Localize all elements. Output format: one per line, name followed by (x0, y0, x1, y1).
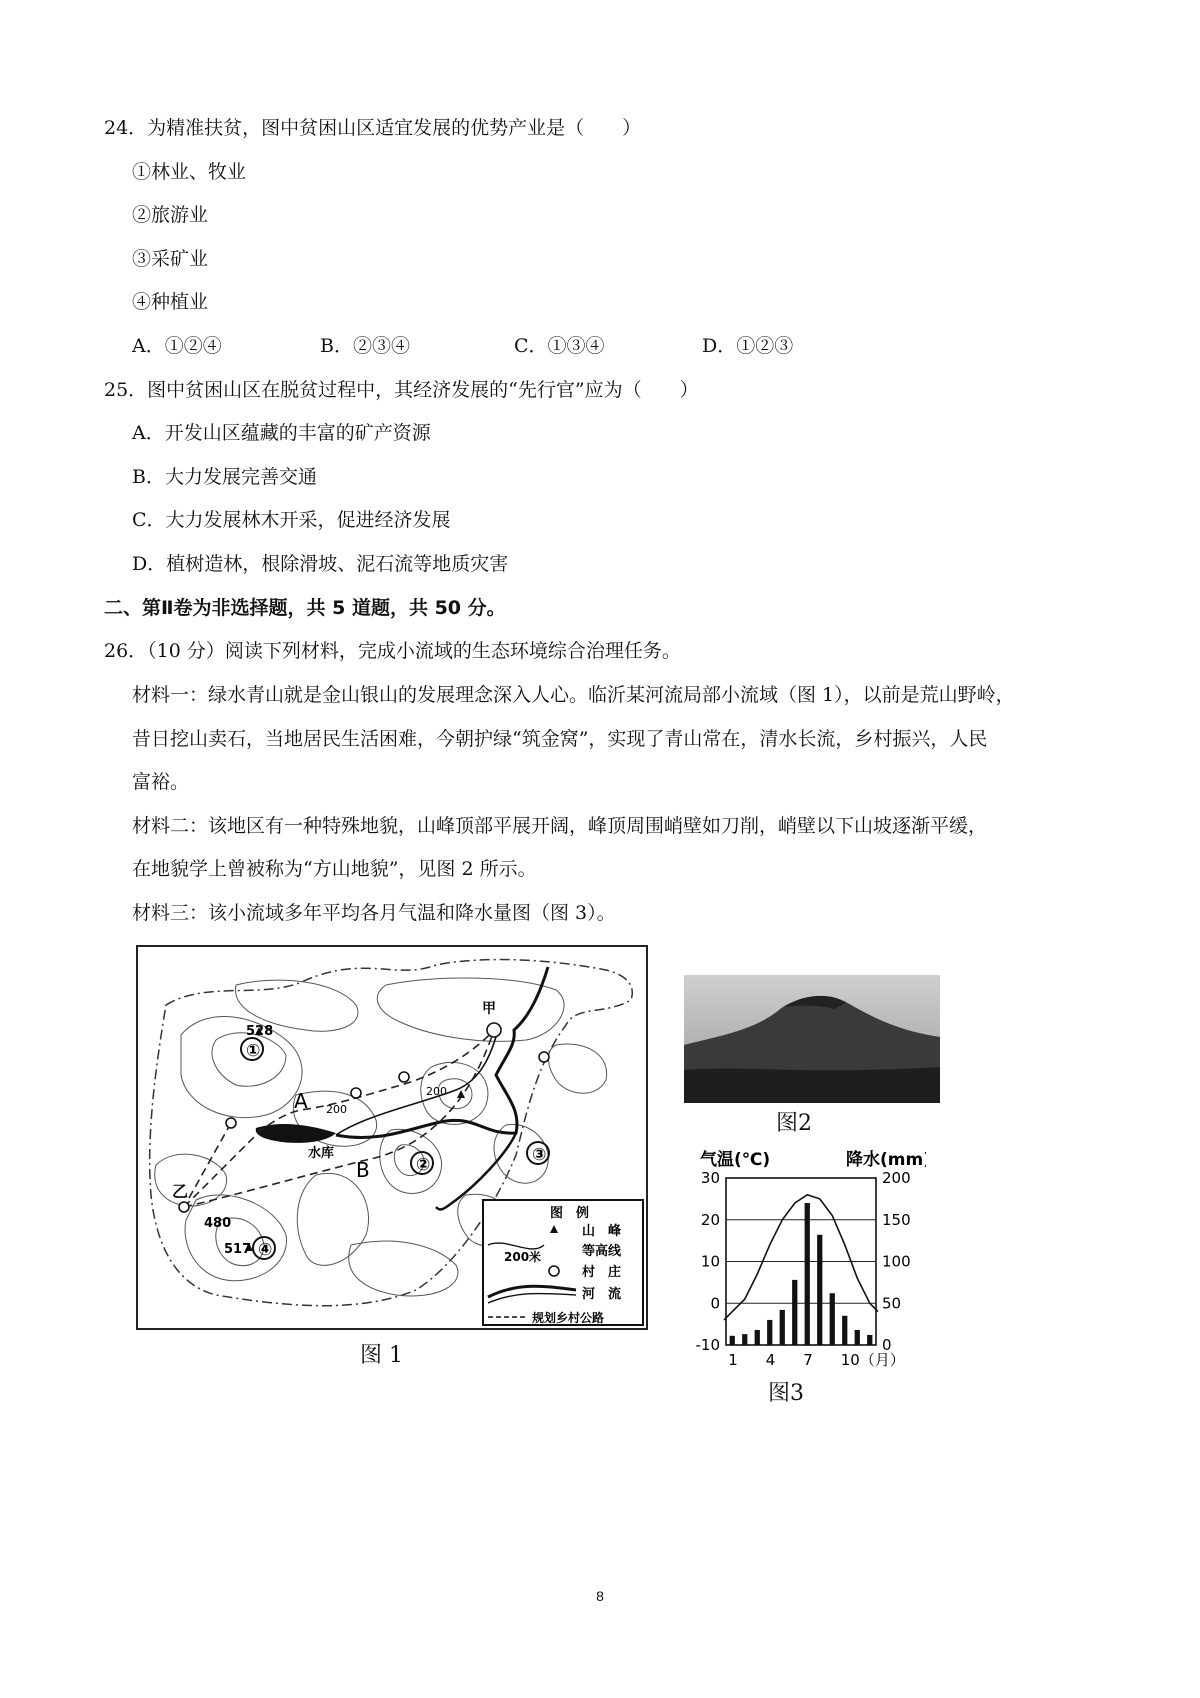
right-tick-label: 0 (882, 1336, 892, 1354)
label-n1: ① (246, 1041, 261, 1061)
x-tick-label: 4 (765, 1351, 776, 1369)
contour-map (136, 945, 648, 1330)
legend-road: 规划乡村公路 (532, 1311, 605, 1325)
mesa-photo (684, 975, 940, 1103)
q26-material1-line2: 昔日挖山卖石，当地居民生活困难，今朝护绿“筑金窝”，实现了青山常在，清水长流，乡村振兴，人民 (132, 728, 988, 750)
q26-material2-line2: 在地貌学上曾被称为“方山地貌”，见图 2 所示。 (132, 858, 537, 880)
precipitation-bar (842, 1316, 847, 1345)
figure-1-map (136, 945, 648, 1330)
legend-peak: 山 峰 (582, 1224, 622, 1239)
left-tick-label: 20 (700, 1210, 720, 1229)
q26-material1-line1: 材料一：绿水青山就是金山银山的发展理念深入人心。临沂某河流局部小流域（图 1），以前是荒山野岭， (132, 684, 1015, 706)
label-contour-200a: 200 (326, 1103, 347, 1116)
figure-1-caption: 图 1 (360, 1343, 403, 1368)
label-n3: ③ (532, 1145, 547, 1165)
right-tick-label: 50 (882, 1294, 902, 1313)
q26-stem: 26．（10 分）阅读下列材料，完成小流域的生态环境综合治理任务。 (104, 640, 681, 662)
right-tick-label: 200 (882, 1169, 911, 1187)
x-tick-label: 7 (803, 1351, 813, 1369)
label-peak-517: 517 (224, 1242, 252, 1257)
legend-title: 图 例 (550, 1206, 590, 1221)
label-n4: ④ (258, 1240, 273, 1260)
q24-option-a: A．①②④ (132, 335, 222, 357)
right-tick-label: 100 (882, 1252, 911, 1271)
label-elev-480: 480 (204, 1216, 232, 1231)
label-n2: ② (416, 1155, 431, 1175)
map-legend (483, 1200, 643, 1325)
q26-material1-line3: 富裕。 (132, 771, 190, 793)
section-heading: 二、第Ⅱ卷为非选择题，共 5 道题，共 50 分。 (104, 597, 506, 619)
left-tick-label: 0 (710, 1294, 720, 1313)
precipitation-bar (817, 1235, 822, 1345)
q25-option-c: C．大力发展林木开采，促进经济发展 (132, 509, 451, 531)
label-jia: 甲 (482, 1001, 496, 1017)
precipitation-bar (855, 1330, 860, 1345)
precipitation-bar (780, 1310, 785, 1345)
x-tick-label: 10（月） (840, 1351, 905, 1369)
q24-option-b: B．②③④ (320, 335, 410, 357)
precipitation-bar (742, 1334, 747, 1345)
legend-village-icon (549, 1266, 559, 1276)
precipitation-bar (805, 1203, 810, 1345)
left-tick-label: 10 (700, 1252, 720, 1271)
right-tick-label: 150 (882, 1210, 911, 1229)
q24-item-3: ③采矿业 (132, 248, 209, 270)
q24-stem: 24．为精准扶贫，图中贫困山区适宜发展的优势产业是（ ） (104, 117, 642, 139)
label-road-a: A (294, 1089, 308, 1113)
q26-material2-line1: 材料二：该地区有一种特殊地貌，山峰顶部平展开阔，峰顶周围峭壁如刀削，峭壁以下山坡逐渐平缓， (132, 815, 988, 837)
precipitation-bar (767, 1320, 772, 1345)
precipitation-bar (755, 1330, 760, 1345)
precipitation-bar (867, 1335, 872, 1345)
precipitation-bar (792, 1280, 797, 1345)
temperature-curve (724, 1195, 878, 1320)
label-reservoir: 水库 (308, 1146, 335, 1161)
page-number: 8 (596, 1588, 604, 1604)
q24-item-4: ④种植业 (132, 291, 209, 313)
legend-contour: 等高线 (582, 1244, 622, 1259)
right-axis-label: 降水(mm) (846, 1150, 926, 1170)
q24-item-2: ②旅游业 (132, 204, 209, 226)
q25-stem: 25．图中贫困山区在脱贫过程中，其经济发展的“先行官”应为（ ） (104, 379, 699, 401)
q24-option-d: D．①②③ (702, 335, 794, 357)
legend-river: 河 流 (582, 1287, 622, 1302)
label-road-b: B (356, 1158, 370, 1182)
figure-3-climate-chart (686, 1145, 926, 1395)
precipitation-bar (830, 1293, 835, 1345)
left-tick-label: -10 (695, 1336, 720, 1354)
q25-option-a: A．开发山区蕴藏的丰富的矿产资源 (132, 422, 431, 444)
label-contour-200b: 200 (426, 1085, 447, 1098)
q25-option-b: B．大力发展完善交通 (132, 466, 317, 488)
precipitation-bar (730, 1336, 735, 1345)
label-yi: 乙 (172, 1182, 189, 1201)
legend-village: 村 庄 (582, 1265, 622, 1280)
figure-3-caption: 图3 (768, 1381, 804, 1406)
q24-item-1: ①林业、牧业 (132, 161, 247, 183)
label-peak-528: 528 (246, 1024, 274, 1039)
climate-chart-svg (686, 1145, 926, 1395)
q25-option-d: D．植树造林，根除滑坡、泥石流等地质灾害 (132, 553, 509, 575)
x-tick-label: 1 (728, 1351, 738, 1369)
legend-contour-value: 200米 (504, 1250, 542, 1264)
figure-2-photo (684, 975, 940, 1103)
left-axis-label: 气温(℃) (700, 1150, 771, 1170)
figure-2-caption: 图2 (776, 1111, 812, 1136)
q26-material3: 材料三：该小流域多年平均各月气温和降水量图（图 3）。 (132, 902, 616, 924)
left-tick-label: 30 (700, 1169, 720, 1187)
q24-option-c: C．①③④ (514, 335, 605, 357)
